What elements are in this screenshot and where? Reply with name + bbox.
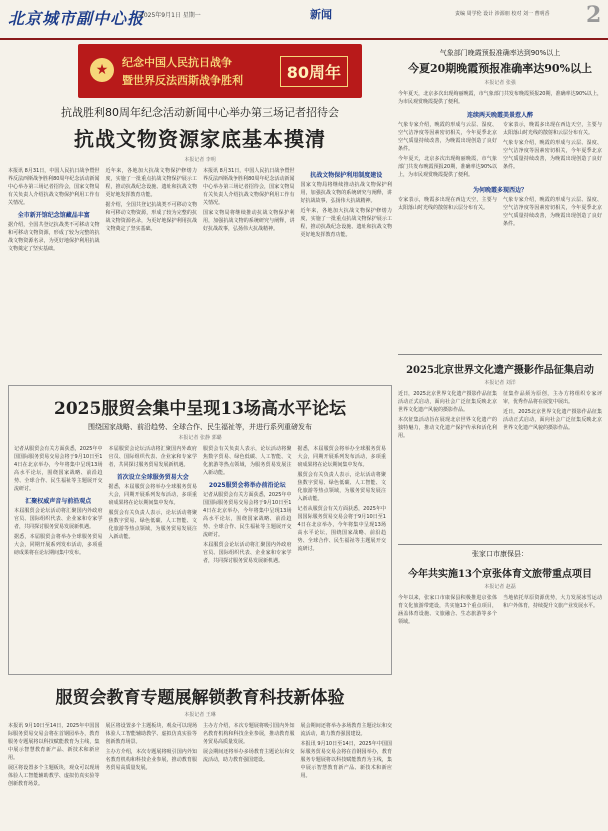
right-story-3-byline: 本报记者 赵磊 (484, 584, 516, 590)
story-2-byline: 本报记者 张静 郭璐 (178, 435, 222, 441)
right-story-1-col-1 (398, 121, 497, 181)
section-divider (398, 544, 602, 545)
lead-paragraph: 国家文物局将继续推动抗战文物保护利用，加强抗战文物的系统研究与阐释，讲好抗战故事，弘扬伟大抗战精神。 (300, 182, 392, 204)
lead-subhead: 全市新开馆纪念馆藏品丰富 (17, 212, 90, 219)
lead-paragraph: 本报讯 8月31日，中国人民抗日战争暨世界反法西斯战争胜利80周年纪念活动新闻中心举办第三场记者招待会，国家文物局有关负责人介绍抗战文物保护利用工作有关情况。 (203, 168, 295, 206)
lead-paragraph: 近年来，各地加大抗战文物保护修缮力度，实施了一批重点抗战文物保护展示工程，推动抗战纪念设施、遗址和抗战文物更好地发挥教育功能。 (300, 208, 392, 238)
right-story-3-kicker: 张家口市康保县： (472, 550, 528, 558)
story-2-text-col-4 (298, 445, 387, 567)
right-story-2-paragraph: 本次征集活动旨在展现北京世界文化遗产的独特魅力，推动文化遗产保护传承和活化利用。 (398, 417, 497, 439)
staff-credits: 责编 周学伦 设计 涉源朋 校对 刘一 曹明香 (455, 11, 550, 17)
right-story-2-col-2 (503, 390, 602, 540)
masthead: 北京城市副中心报 (8, 9, 145, 28)
right-story-1-cols (398, 121, 602, 181)
story-3-text-col-2 (106, 722, 198, 831)
story-2-subhead: 汇聚权威声音与前沿观点 (25, 498, 92, 505)
lead-paragraph: 据介绍，全国共登记抗战类不可移动文物和可移动文物资源，形成了较为完整的抗战文物资源名录，为更好地保护利用抗战文物奠定了坚实基础。 (8, 222, 100, 252)
story-2-paragraph: 本届服贸会论坛活动将汇聚国内外政府官员、国际组织代表、企业家和专家学者，共同探讨服务贸易发展新机遇。 (14, 508, 103, 530)
page-header (0, 0, 608, 40)
right-story-1-paragraph: 气象专家介绍，晚霞的形成与云层、湿度、空气洁净度等因素密切相关，今年夏季北京空气质量持续改善，为晚霞出现创造了良好条件。 (503, 140, 602, 170)
right-story-1-headline: 今夏20期晚霞预报准确率达90%以上 (407, 62, 593, 75)
right-story-2-paragraph: 近日，2025北京世界文化遗产摄影作品征集活动正式启动，面向社会广泛征集反映北京世界文化遗产风貌的摄影作品。 (503, 409, 602, 431)
story-3-paragraph: 本报讯 9月10日至14日，2025年中国国际服务贸易交易会将在首钢园举办，教育服务专题展将以科技赋能教育为主线，集中展示智慧教育新产品、新技术和新应用。 (300, 741, 392, 779)
story-3-paragraph: 展区将设置多个主题板块，观众可以现场体验人工智能辅助教学、虚拟仿真实验等创新教育场景。 (105, 723, 197, 745)
right-story-2-body (398, 390, 602, 540)
right-story-1-cols-2 (398, 196, 602, 230)
section-label: 新闻 (310, 8, 332, 21)
story-2-paragraph: 据悉，本届服贸会将举办全球服务贸易大会，同期开展系列发布活动，多项重磅成果将在论坛期间集中发布。 (108, 484, 197, 506)
right-story-3-body (398, 594, 602, 714)
right-story-1-subhead: 连续两天晚霞美景惹人醉 (466, 112, 533, 119)
story-2-subhead: 首次设立全球服务贸易大会 (116, 474, 189, 481)
lead-text-col-4 (301, 167, 393, 377)
story-3-paragraph: 主办方介绍，本次专题展将吸引国内外知名教育机构和科技企业参展，推动教育服务贸易高质量发展。 (105, 749, 197, 771)
story-2-text-col-3 (203, 445, 292, 567)
lead-body (8, 167, 392, 377)
right-story-1-body (398, 90, 602, 350)
story-3-paragraph: 本报讯 9月10日至14日，2025年中国国际服务贸易交易会将在首钢园举办，教育服务专题展将以科技赋能教育为主线，集中展示智慧教育新产品、新技术和新应用。 (8, 723, 100, 761)
banner-line-1: 纪念中国人民抗日战争 (122, 56, 232, 69)
anniversary-banner (78, 44, 362, 98)
right-story-1-paragraph: 专家表示，晚霞多出现在西边天空，主要与太阳落山时光线的散射和云层分布有关。 (503, 122, 602, 136)
lead-kicker: 抗战胜利80周年纪念活动新闻中心举办第三场记者招待会 (61, 106, 339, 119)
story-2-paragraph: 服贸会有关负责人表示，论坛活动将聚焦数字贸易、绿色低碳、人工智能、文化旅游等热点领域，为服务贸易发展注入新动能。 (108, 510, 197, 540)
lead-byline: 本报记者 李明 (184, 157, 216, 163)
story-2-paragraph: 据悉，本届服贸会将举办全球服务贸易大会，同期开展系列发布活动，多项重磅成果将在论坛期间集中发布。 (297, 446, 386, 468)
emblem-icon: ★ (90, 58, 114, 82)
right-story-1-kicker: 气象部门晚霞预报准确率达到90%以上 (439, 49, 561, 57)
story-2-headline: 2025服贸会集中呈现13场高水平论坛 (54, 399, 346, 419)
right-story-2-col-1 (398, 390, 497, 540)
right-story-1-paragraph: 气象专家介绍，晚霞的形成与云层、湿度、空气洁净度等因素密切相关，今年夏季北京空气质量持续改善，为晚霞出现创造了良好条件。 (398, 122, 497, 152)
story-3-headline: 服贸会教育专题展解锁教育科技新体验 (55, 688, 345, 708)
banner-line-2: 暨世界反法西斯战争胜利 (122, 74, 243, 87)
lead-text-col-1 (8, 167, 100, 377)
story-3-text-col-3 (203, 722, 295, 831)
right-story-1-paragraph: 今年夏天，北京多次出现绚丽晚霞，市气象部门共发布晚霞预报20期，准确率达90%以上，为市民观赏晚霞提供了便利。 (398, 91, 602, 105)
right-story-1-byline: 本报记者 张强 (484, 80, 516, 86)
lead-subhead: 抗战文物保护利用制度建设 (310, 172, 383, 179)
section-divider (398, 354, 602, 355)
right-story-1-col-2 (503, 121, 602, 181)
lead-headline: 抗战文物资源家底基本摸清 (74, 127, 326, 151)
dateline: 2025年9月1日 星期一 (140, 12, 201, 19)
right-story-2-paragraph: 近日，2025北京世界文化遗产摄影作品征集活动正式启动，面向社会广泛征集反映北京世界文化遗产风貌的摄影作品。 (398, 391, 497, 413)
right-story-3-paragraph: 当地依托草原资源优势，大力发展冰雪运动和户外体育，持续提升文旅产业发展水平。 (503, 595, 602, 609)
lead-paragraph: 近年来，各地加大抗战文物保护修缮力度，实施了一批重点抗战文物保护展示工程，推动抗战纪念设施、遗址和抗战文物更好地发挥教育功能。 (105, 168, 197, 198)
story-3-text-col-1 (8, 722, 100, 831)
banner-badge: 80周年 (280, 56, 348, 87)
story-3-paragraph: 展区将设置多个主题板块，观众可以现场体验人工智能辅助教学、虚拟仿真实验等创新教育场景。 (8, 765, 100, 787)
lead-paragraph: 本报讯 8月31日，中国人民抗日战争暨世界反法西斯战争胜利80周年纪念活动新闻中心举办第三场记者招待会，国家文物局有关负责人介绍抗战文物保护利用工作有关情况。 (8, 168, 100, 206)
story-3-text-col-4 (301, 722, 393, 831)
story-2-paragraph: 服贸会有关负责人表示，论坛活动将聚焦数字贸易、绿色低碳、人工智能、文化旅游等热点领域，为服务贸易发展注入新动能。 (203, 446, 292, 476)
story-3-body (8, 722, 392, 831)
story-3-byline: 本报记者 王琳 (184, 712, 216, 718)
story-3-paragraph: 展会期间还将举办多场教育主题论坛和交流活动，助力教育强国建设。 (300, 723, 392, 737)
story-2-box (8, 385, 392, 675)
right-story-1-col-3 (398, 196, 497, 230)
right-story-1-subhead: 为何晚霞多现西边？ (472, 187, 527, 194)
right-column (398, 44, 602, 714)
story-2-paragraph: 据悉，本届服贸会将举办全球服务贸易大会，同期开展系列发布活动，多项重磅成果将在论坛期间集中发布。 (14, 534, 103, 556)
lead-paragraph: 国家文物局将继续推动抗战文物保护利用，加强抗战文物的系统研究与阐释，讲好抗战故事，弘扬伟大抗战精神。 (203, 210, 295, 232)
story-2-text-col-1 (14, 445, 103, 567)
right-story-2-paragraph: 征集作品须为原创，主办方将组织专家评审，优秀作品将在展览中展出。 (503, 391, 602, 405)
story-2-paragraph: 服贸会有关负责人表示，论坛活动将聚焦数字贸易、绿色低碳、人工智能、文化旅游等热点领域，为服务贸易发展注入新动能。 (297, 472, 386, 502)
story-2-paragraph: 记者从服贸会有关方面获悉，2025年中国国际服务贸易交易会将于9月10日至14日在北京举办，今年将集中呈现13场高水平论坛，围绕国家战略、前沿趋势、全球合作、民生福祉等主题展开交流研讨。 (297, 506, 386, 552)
right-story-3-col-2 (503, 594, 602, 714)
right-story-3-headline: 今年共实施13个京张体育文旅带重点项目 (408, 569, 592, 580)
lead-paragraph: 据介绍，全国共登记抗战类不可移动文物和可移动文物资源，形成了较为完整的抗战文物资源名录，为更好地保护利用抗战文物奠定了坚实基础。 (105, 202, 197, 232)
story-2-paragraph: 本届服贸会论坛活动将汇聚国内外政府官员、国际组织代表、企业家和专家学者，共同探讨服务贸易发展新机遇。 (203, 542, 292, 564)
right-story-3-col-1 (398, 594, 497, 714)
right-story-2-byline: 本报记者 刘洋 (484, 380, 516, 386)
lead-text-col-3 (203, 167, 295, 377)
story-3-paragraph: 展会期间还将举办多场教育主题论坛和交流活动，助力教育强国建设。 (203, 749, 295, 763)
story-3-paragraph: 主办方介绍，本次专题展将吸引国内外知名教育机构和科技企业参展，推动教育服务贸易高质量发展。 (203, 723, 295, 745)
story-2-body (14, 445, 386, 567)
right-story-3-paragraph: 今年以来，张家口市康保县积极推进京张体育文化旅游带建设，共实施13个重点项目，涵盖体育设施、文旅融合、生态旅游等多个领域。 (398, 595, 497, 625)
left-column (8, 44, 392, 831)
story-2-subhead: 2025服贸会将举办前沿论坛 (208, 482, 286, 489)
right-story-1-paragraph: 今年夏天，北京多次出现绚丽晚霞，市气象部门共发布晚霞预报20期，准确率达90%以上，为市民观赏晚霞提供了便利。 (398, 156, 497, 178)
right-story-1-col-4 (503, 196, 602, 230)
right-story-1-paragraph: 专家表示，晚霞多出现在西边天空，主要与太阳落山时光线的散射和云层分布有关。 (398, 197, 497, 211)
story-2-paragraph: 本届服贸会论坛活动将汇聚国内外政府官员、国际组织代表、企业家和专家学者，共同探讨服务贸易发展新机遇。 (108, 446, 197, 468)
right-story-2-headline: 2025北京世界文化遗产摄影作品征集启动 (406, 365, 594, 376)
page-number: 2 (586, 2, 602, 28)
story-2-deck: 围绕国家战略、前沿趋势、全球合作、民生福祉等，并进行系列重磅发布 (88, 423, 312, 431)
right-story-1-paragraph: 气象专家介绍，晚霞的形成与云层、湿度、空气洁净度等因素密切相关，今年夏季北京空气质量持续改善，为晚霞出现创造了良好条件。 (503, 197, 602, 227)
lead-text-col-2 (106, 167, 198, 377)
story-2-paragraph: 记者从服贸会有关方面获悉，2025年中国国际服务贸易交易会将于9月10日至14日在北京举办，今年将集中呈现13场高水平论坛，围绕国家战略、前沿趋势、全球合作、民生福祉等主题展开交流研讨。 (14, 446, 103, 492)
story-2-paragraph: 记者从服贸会有关方面获悉，2025年中国国际服务贸易交易会将于9月10日至14日在北京举办，今年将集中呈现13场高水平论坛，围绕国家战略、前沿趋势、全球合作、民生福祉等主题展开交流研讨。 (203, 492, 292, 538)
story-2-text-col-2 (109, 445, 198, 567)
